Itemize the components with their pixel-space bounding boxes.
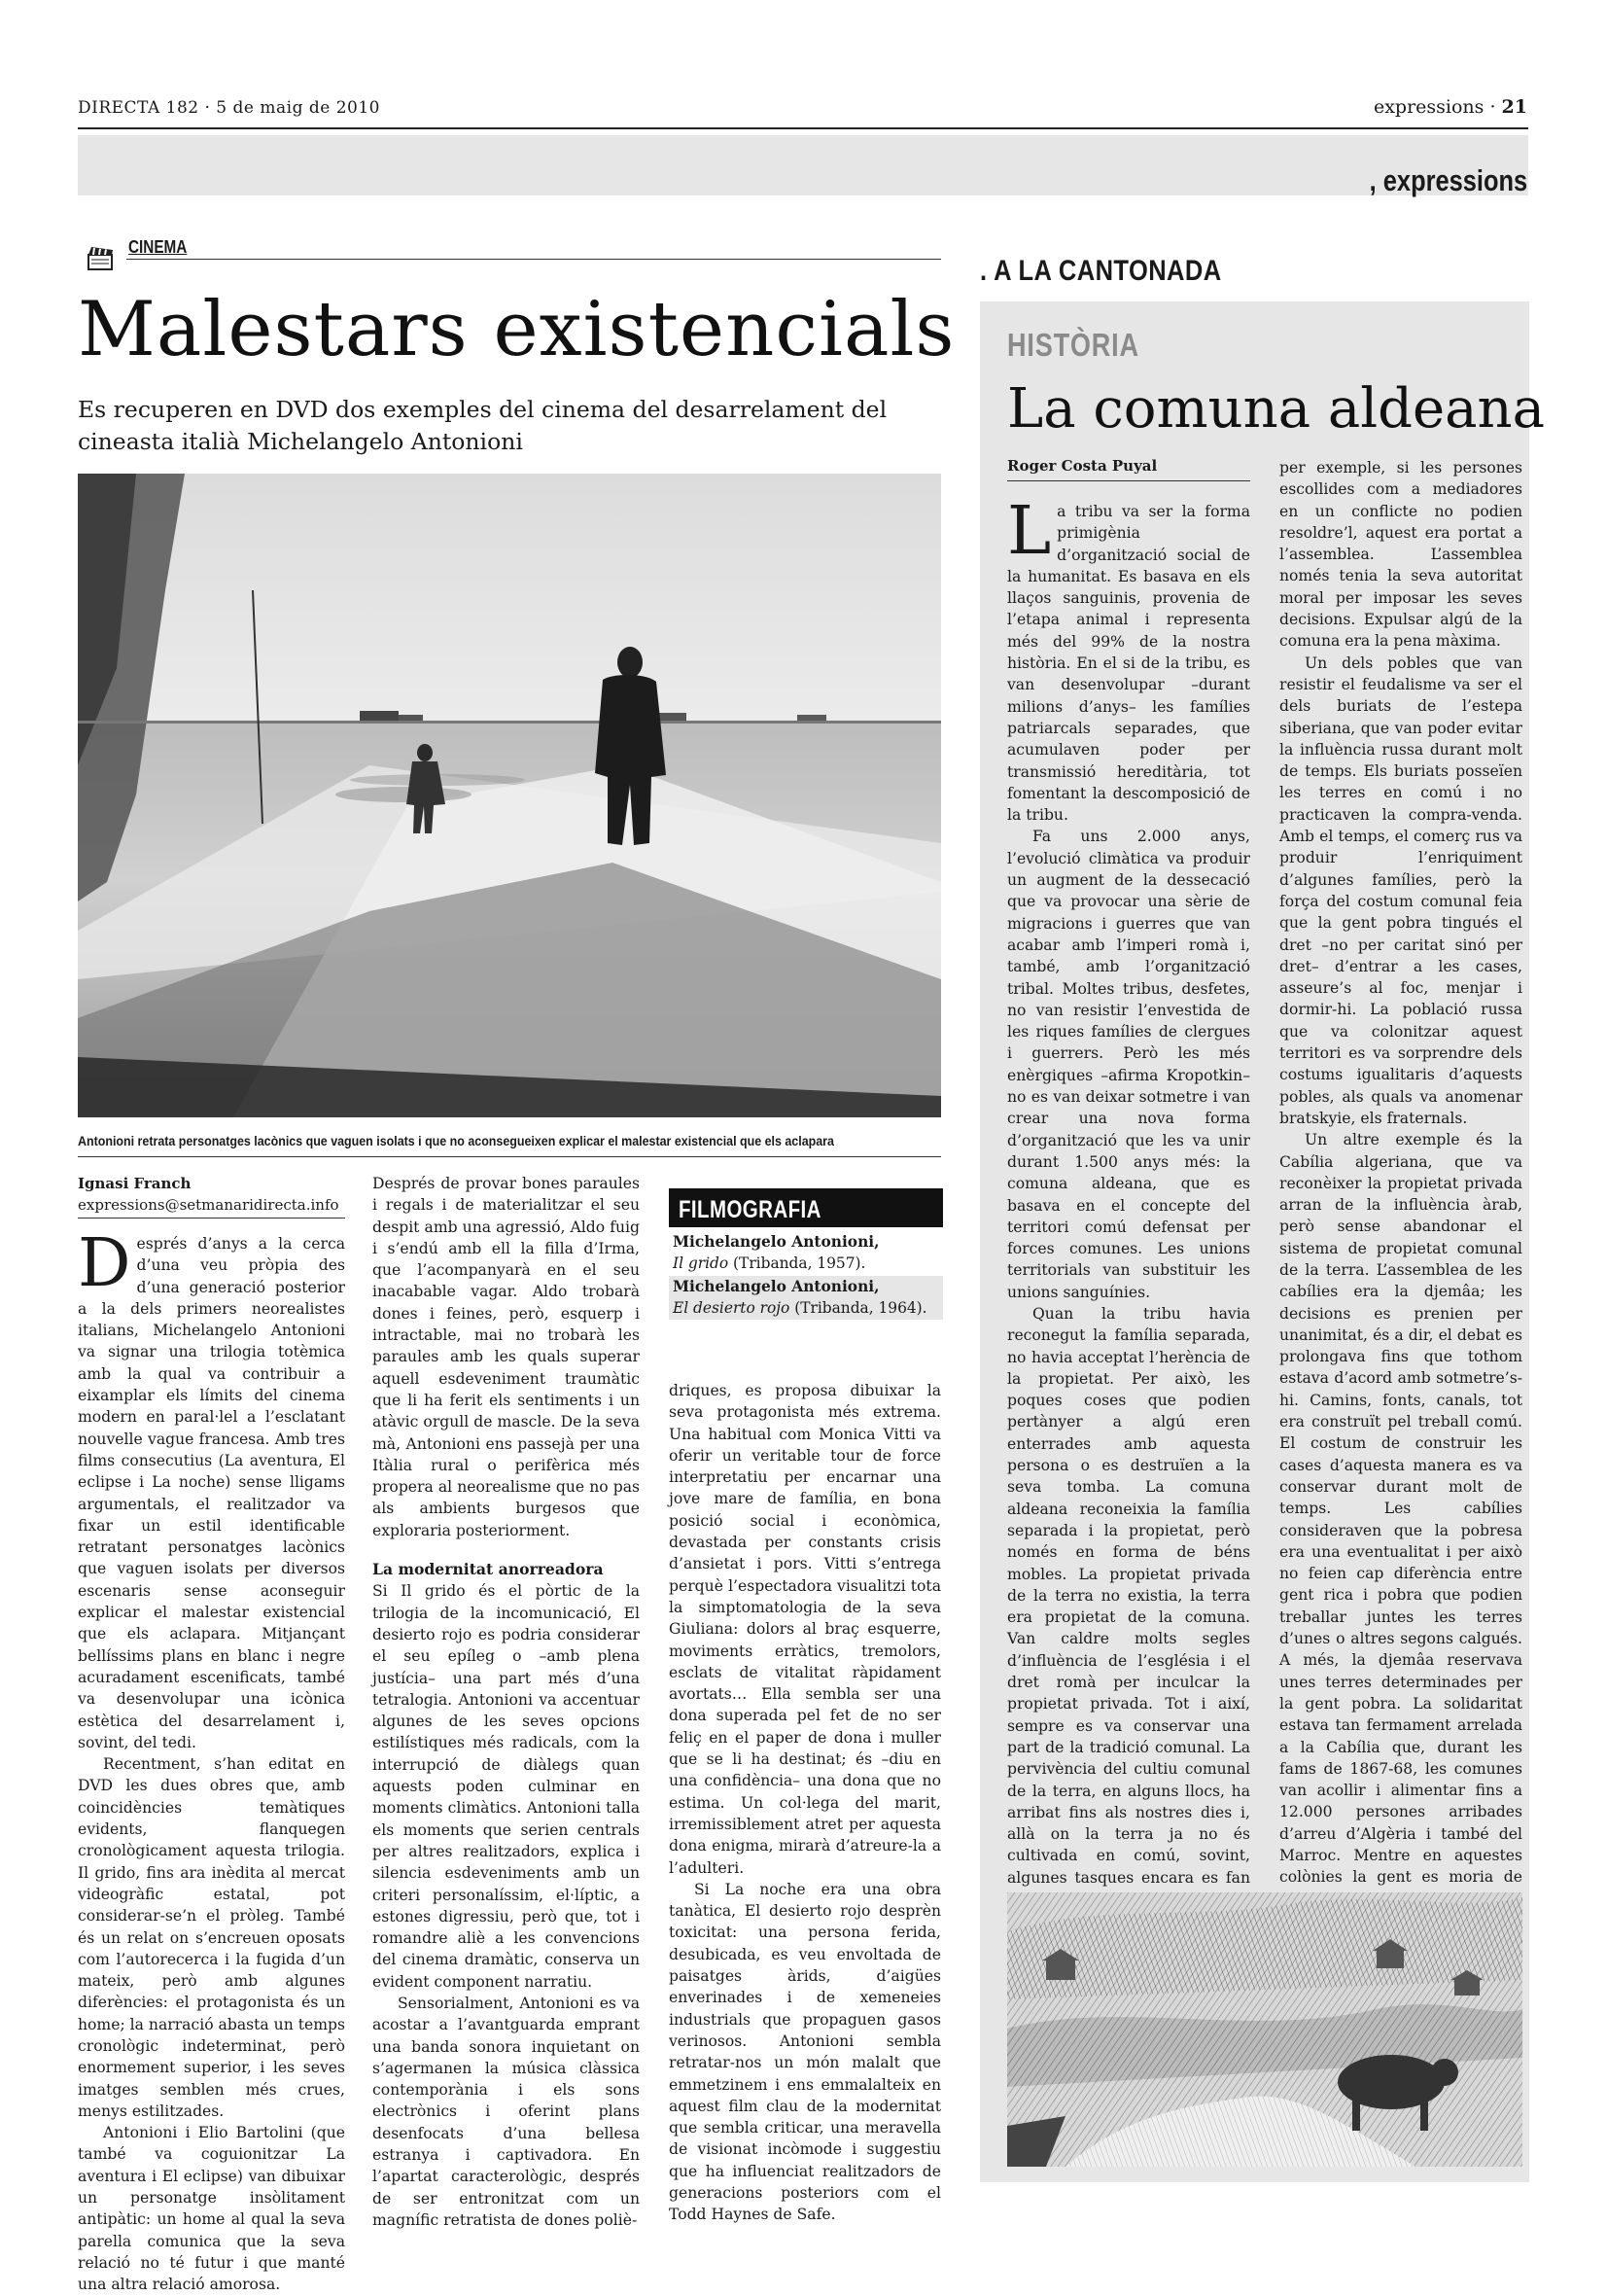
sidebar-column-2 xyxy=(1279,457,1522,2127)
section-rule xyxy=(126,259,941,260)
page-section-header xyxy=(1374,96,1527,118)
header-band xyxy=(78,135,1528,195)
caption-rule xyxy=(78,1156,941,1157)
page-number: 21 xyxy=(1501,96,1527,118)
sidebar-title: La comuna aldeana xyxy=(1007,377,1545,441)
body-paragraph: Quan la tribu havia reconegut la família separada, no havia acceptat l’herència de la propietat. Per això, les poques coses que podien pertànyer a algú eren enterrades amb aquesta persona o es destruïen a la seva tomba. La comuna aldeana reconeixia la família separada i la propietat, però només en forma de béns mobles. La propietat privada de la terra no existia, la terra era propietat de la comuna. Van caldre molts segles d’influència de l’església i el dret romà per inculcar la propietat privada. Tot i així, sempre es va conservar una part de la tradició comunal. La pervivència del cultiu comunal de la terra, en alguns llocs, ha arribat fins als nostres dies i, allà on la terra ja no és cultivada en comú, sovint, algunes tasques encara es fan xyxy=(1007,1304,1250,1887)
subheading: La modernitat anorreadora xyxy=(372,1560,604,1579)
article-column-3 xyxy=(669,1380,941,2226)
body-paragraph: Recentment, s’han editat en DVD les dues obres que, amb coincidències temàtiques evidents, flanquegen cronològicament aquesta trilogia. Il grido, fins ara inèdita al mercat videogràfic estatal, pot considerar-se’n el pròleg. També és un relat on s’encreuen oposats com l’autorecerca i la fugida d’un mateix, però amb algunes diferències: el protagonista és un home; la narració abasta un temps cronològic indeterminat, però enormement superior, i les seves imatges semblen més crues, menys estilitzades. xyxy=(78,1755,345,2120)
body-paragraph: per exemple, si les persones escollides com a mediadores en un conflicte no podien resoldre’l, aquest era portat a l’assemblea. L’assemblea només tenia la seva autoritat moral per imposar les seves decisions. Expulsar algú de la comuna era la pena màxima. xyxy=(1279,459,1522,651)
body-paragraph: Després de provar bones paraules i regals i de materialitzar el seu despit amb una agressió, Aldo fuig i s’endú amb ell la filla d’Irma, que l’acompanyarà en el seu inacabable vagar. Aldo trobarà dones i feines, però, esquerp i intractable, mai no trobarà les paraules amb les quals superar aquell esdeveniment traumàtic que li ha ferit els sentiments i un atàvic orgull de mascle. De la seva mà, Antonioni ens passejà per una Itàlia rural o perifèrica més propera al neorealisme que no pas als ambients burgesos que exploraria posteriorment. xyxy=(372,1175,640,1539)
body-paragraph: Un altre exemple és la Cabília algeriana, que va reconèixer la propietat privada arran de la influència àrab, però sense abandonar el sistema de propietat comunal de la terra. L’assemblea de les cabílies era la djemâa; les decisions es prenien per unanimitat, és a dir, el debat es prolongava fins que tothom estava d’acord amb sotmetre’s-hi. Camins, fonts, canals, tot era construït pel treball comú. El costum de construir les cases d’aquesta manera es va conservar durant molt de temps. Les cabílies consideraven que la pobresa era una eventualitat i per això no feien cap diferència entre gent rica i pobra que podien treballar juntes les terres d’unes o altres segons calgués. A més, la djemâa reservava unes terres determinades per la gent pobra. La solidaritat estava tan fermament arrelada a la Cabília que, durant les fams de 1867-68, les comunes van acollir i alimentar fins a 12.000 persones arribades d’arreu d’Algèria i també del Marroc. Mentre en aquestes colònies la gent es moria de xyxy=(1279,1131,1522,1887)
body-paragraph: Després d’anys a la cerca d’una veu pròpia des d’una generació posterior a la dels primers neorealistes italians, Michelangelo Antonioni va signar una trilogia totèmica amb la qual va contribuir a eixamplar els límits del cinema modern en paral·lel a l’esclatant nouvelle vague francesa. Amb tres films consecutius (La aventura, El eclipse i La noche) sense lligams argumentals, el realitzador va fixar un estil identificable retratant personatges lacònics que vaguen isolats per diversos escenaris sense aconseguir explicar el malestar existencial que els aclapara. Mitjançant bellíssims plans en blanc i negre acuradament escenificats, també va desenvolupar una icònica estètica del desarrelament i, sovint, del tedi. xyxy=(78,1225,345,1751)
sidebar-author: Roger Costa Puyal xyxy=(1007,457,1158,475)
sidebar-author-rule xyxy=(1007,480,1250,481)
byline-rule xyxy=(78,1218,345,1219)
body-paragraph: Fa uns 2.000 anys, l’evolució climàtica va produir un augment de la dessecació que va provocar una sèrie de migracions i guerres que van acabar amb l’imperi romà i, també, amb l’organització tribal. Moltes tribus, desfetes, no van resistir l’envestida de les riques famílies de clergues i guerrers. Però les més enèrgiques –afirma Kropotkin– no es van deixar sotmetre i van crear una nova forma d’organització que les va unir durant 1.500 anys més: la comuna aldeana, que es basava en el concepte del territori comú defensat per forces comunes. Les unions territorials van substituir les unions sanguínies. xyxy=(1007,828,1250,1301)
filmography-box xyxy=(669,1188,943,1330)
body-paragraph: Si La noche era una obra tanàtica, El desierto rojo desprèn toxicitat: una persona ferida, desubicada, es veu envoltada de paisatges àrids, d’aigües enverinades i de xemeneies industrials que propaguen gasos verinosos. Antonioni sembla retratar-nos un món malalt que emmetzinem i ens emmalalteix en aquest film clau de la modernitat que sembla criticar, una meravella de visionat incòmode i suggestiu que ha influenciat realitzadors de generacions posteriors com el Todd Haynes de Safe. xyxy=(669,1880,941,2224)
drop-cap: D xyxy=(78,1225,131,1302)
body-paragraph: Si Il grido és el pòrtic de la trilogia de la incomunicació, El desierto rojo es podria considerar el seu epíleg o –amb plena justícia– una part més d’una tetralogia. Antonioni va accentuar algunes de les seves opcions estilístiques més radicals, com la interrupció de diàlegs quan aquests poden culminar en moments climàtics. Antonioni talla els moments que serien centrals per altres realitzadors, explica i silencia esdeveniments amb un criteri personalíssim, el·líptic, a estones digressiu, però que, tot i romandre aliè a les convencions del cinema dramàtic, conserva un evident component narratiu. xyxy=(372,1582,640,1991)
article-title: Malestars existencials xyxy=(78,286,956,373)
column-label: . A LA CANTONADA xyxy=(980,255,1222,287)
article-byline xyxy=(78,1173,345,1216)
body-paragraph: La tribu va ser la forma primigènia d’organització social de la humanitat. Es basava en els llaços sanguinis, provenia de l’etapa animal i representa més del 99% de la nostra història. En el si de la tribu, es van desenvolupar –durant milions d’anys– les famílies patriarcals separades, que acumulaven poder per transmissió hereditària, tot fomentant la descomposició de la tribu. xyxy=(1007,493,1250,825)
article-column-1 xyxy=(78,1225,345,2296)
village-engraving-illustration xyxy=(1007,1892,1522,2167)
filmography-entry: Michelangelo Antonioni, Il grido (Tribanda, 1957). xyxy=(673,1233,880,1273)
body-paragraph: Un dels pobles que van resistir el feudalisme va ser el dels buriats de l’estepa siberiana, que van poder evitar la influència russa durant molt de temps. Els buriats posseïen les terres en comú i no practicaven la compra-venda. Amb el temps, el comerç rus va produir l’enriquiment d’algunes famílies, però la força del costum comunal feia que la gent pobra tingués el dret –no per caritat sinó per dret– d’entrar a les cases, asseure’s al foc, menjar i dormir-hi. La població russa que va colonitzar aquest territori es va sorprendre dels costums igualitaris d’aquests pobles, als quals va anomenar bratskyie, els fraternals. xyxy=(1279,653,1522,1127)
article-column-2 xyxy=(372,1173,640,2231)
film-still-photo xyxy=(78,474,941,1117)
section-label: CINEMA xyxy=(128,237,188,257)
filmography-header xyxy=(669,1188,943,1227)
clapperboard-icon xyxy=(86,243,115,272)
author-email[interactable]: expressions@setmanaridirecta.info xyxy=(78,1196,339,1214)
body-paragraph: Antonioni i Elio Bartolini (que també va coguionitzar La aventura i El eclipse) van dibuixar un personatge insòlitament antipàtic: un home al qual la seva parella comunica que la seva relació no té futur i que manté una altra relació amorosa. xyxy=(78,2124,345,2294)
photo-caption: Antonioni retrata personatges lacònics que vaguen isolats i que no aconsegueixen explicar el malestar existencial que els aclapara xyxy=(78,1134,834,1148)
header-rule xyxy=(78,127,1528,129)
drop-cap: L xyxy=(1007,493,1052,570)
filmography-entry: Michelangelo Antonioni, El desierto rojo (Tribanda, 1964). xyxy=(669,1276,943,1320)
section-name: , expressions xyxy=(1369,163,1527,197)
author-name: Ignasi Franch xyxy=(78,1175,192,1192)
body-paragraph: Sensorialment, Antonioni es va acostar a l’avantguarda emprant una banda sonora inquietant on s’agermanen la música clàssica contemporània i els sons electrònics i oferint plans desenfocats d’una bellesa estranya i captivadora. En l’apartat caracterològic, després de ser entronitzat com un magnífic retratista de dones poliè- xyxy=(372,1994,640,2229)
filmography-title: FILMOGRAFIA xyxy=(679,1196,821,1223)
sidebar-kicker: HISTÒRIA xyxy=(1007,327,1139,363)
body-paragraph: driques, es proposa dibuixar la seva protagonista més extrema. Una habitual com Monica Vitti va oferir un veritable tour de force interpretatiu per encarnar una jove mare de família, en bona posició social i econòmica, devastada per constants crisis d’ansietat i pors. Vitti s’entrega perquè l’espectadora visualitzi tota la simptomatologia de la seva Giuliana: dolors al braç esquerre, moviments erràtics, tremolors, esclats de vitalitat ràpidament avortats… Ella sembla ser una dona superada pel fet de no ser feliç en el paper de dona i muller que se li ha destinat; és –diu en una confidència– una dona que no estima. Un col·lega del marit, irremissiblement atret per aquesta dona enigma, mirarà d’atreure-la a l’adulteri. xyxy=(669,1382,941,1877)
issue-date-line: DIRECTA 182 · 5 de maig de 2010 xyxy=(78,98,380,118)
section-header-label: expressions · xyxy=(1373,96,1502,118)
article-subtitle: Es recuperen en DVD dos exemples del cinema del desarrelament del cineasta italià Michelangelo Antonioni xyxy=(78,396,888,455)
